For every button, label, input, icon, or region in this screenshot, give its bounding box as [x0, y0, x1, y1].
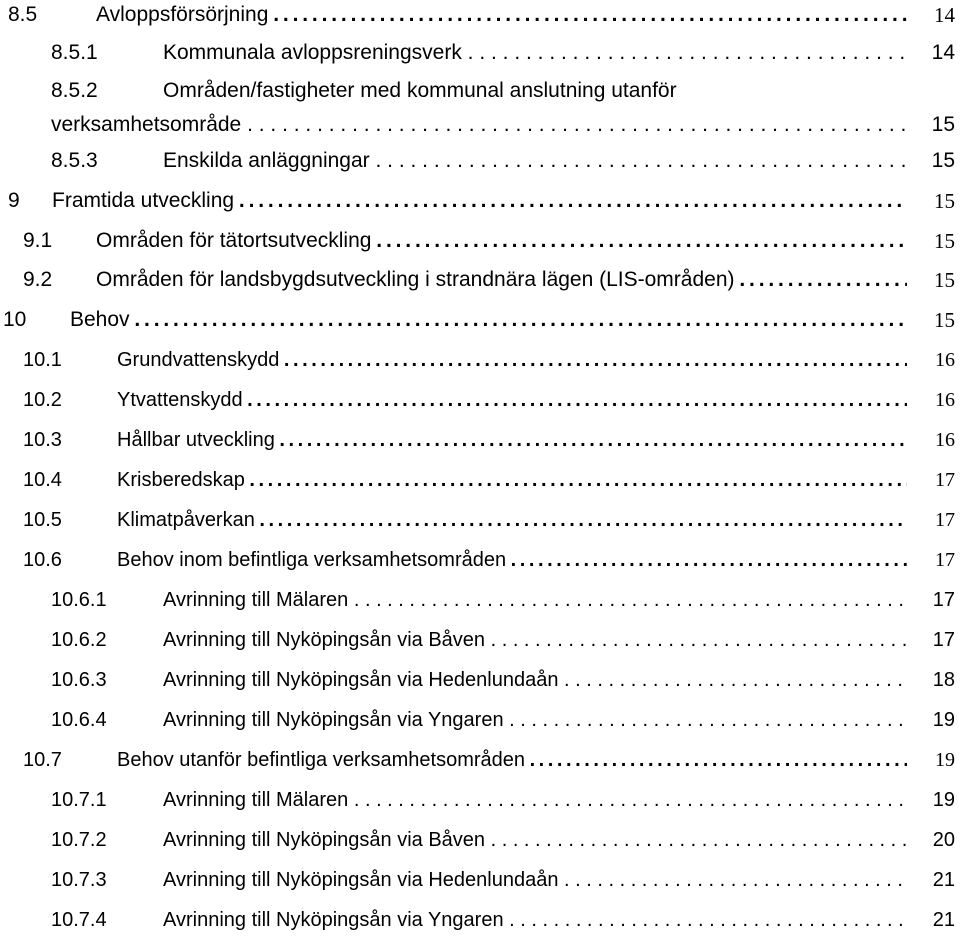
toc-number: 9.2	[23, 268, 53, 291]
toc-number: 10.3	[23, 429, 62, 451]
toc-number: 9	[8, 189, 20, 212]
toc-page: 17	[935, 469, 955, 491]
toc-number: 8.5.1	[51, 41, 98, 64]
toc-title: Behov inom befintliga verksamhetsområden . . .	[117, 547, 907, 573]
toc-entry-10-6-4[interactable]	[0, 701, 955, 737]
toc-title: Avrinning till Nyköpingsån via Hedenlundaån . . .	[163, 667, 907, 693]
toc-page: 15	[934, 268, 955, 292]
toc-title: Avrinning till Nyköpingsån via Hedenlundaån . . .	[163, 867, 907, 893]
toc-page: 17	[932, 629, 955, 651]
toc-title: Områden för tätortsutveckling . . .	[96, 228, 907, 254]
toc-entry-9-2[interactable]	[0, 261, 955, 297]
toc-page: 14	[934, 3, 955, 27]
toc-page: 18	[932, 669, 955, 691]
toc-entry-8-5[interactable]	[0, 0, 955, 32]
toc-title: Avloppsförsörjning . . .	[96, 2, 907, 28]
toc-entry-10[interactable]	[0, 301, 955, 337]
toc-number: 10.7.2	[51, 829, 107, 851]
toc-entry-10-7-2[interactable]	[0, 821, 955, 857]
toc-entry-10-7-1[interactable]	[0, 781, 955, 817]
toc-number: 10.6.1	[51, 589, 107, 611]
toc-page: 21	[932, 909, 955, 931]
toc-entry-10-6-1[interactable]	[0, 581, 955, 617]
toc-page: 16	[935, 349, 955, 371]
toc-title: Avrinning till Nyköpingsån via Yngaren . . .	[163, 907, 907, 933]
toc-number: 10.6.4	[51, 709, 107, 731]
toc-entry-10-6-3[interactable]	[0, 661, 955, 697]
toc-number: 10.2	[23, 389, 62, 411]
toc-number: 8.5.2	[51, 79, 98, 102]
toc-page: 17	[932, 589, 955, 611]
toc-page: 17	[935, 549, 955, 571]
toc-page: 17	[935, 509, 955, 531]
toc-title: Krisberedskap . . .	[117, 467, 907, 493]
toc-page: 15	[934, 189, 955, 213]
toc-number: 10.5	[23, 509, 62, 531]
toc-title: Avrinning till Nyköpingsån via Yngaren . . .	[163, 707, 907, 733]
toc-number: 10.6	[23, 549, 62, 571]
toc-title: Kommunala avloppsreningsverk . . .	[163, 40, 907, 66]
toc-entry-10-2[interactable]	[0, 381, 955, 417]
toc-number: 10.7	[23, 749, 62, 771]
toc-number: 8.5	[8, 3, 38, 26]
toc-entry-9-1[interactable]	[0, 222, 955, 258]
toc-entry-10-6-2[interactable]	[0, 621, 955, 657]
toc-number: 10.6.3	[51, 669, 107, 691]
toc-page: 14	[931, 41, 955, 64]
toc-title: Avrinning till Nyköpingsån via Båven . . .	[163, 627, 907, 653]
toc-page: 20	[932, 829, 955, 851]
toc-page: 15	[931, 113, 955, 136]
toc-number: 10.7.1	[51, 789, 107, 811]
toc-page: 15	[934, 308, 955, 332]
toc-entry-10-6[interactable]	[0, 541, 955, 577]
toc-page: 16	[935, 429, 955, 451]
toc-number: 9.1	[23, 229, 53, 252]
toc-page: 15	[931, 149, 955, 172]
toc-title: Enskilda anläggningar . . .	[163, 148, 907, 174]
toc-number: 10.6.2	[51, 629, 107, 651]
toc-title: Behov . . .	[70, 307, 907, 333]
toc-title: Avrinning till Mälaren . . .	[163, 587, 907, 613]
toc-title: Hållbar utveckling . . .	[117, 427, 907, 453]
toc-page: 19	[935, 749, 955, 771]
toc-entry-10-3[interactable]	[0, 421, 955, 457]
toc-entry-10-7-4[interactable]	[0, 901, 955, 937]
toc-title: Grundvattenskydd . . .	[117, 347, 907, 373]
toc-title: Avrinning till Nyköpingsån via Båven . . .	[163, 827, 907, 853]
toc-entry-8-5-3[interactable]	[0, 142, 955, 178]
toc-entry-10-4[interactable]	[0, 461, 955, 497]
toc-entry-9[interactable]	[0, 182, 955, 218]
toc-title: Ytvattenskydd . . .	[117, 387, 907, 413]
toc-title: Framtida utveckling . . .	[52, 188, 907, 214]
toc-page: 21	[932, 869, 955, 891]
toc-entry-8-5-2-cont[interactable]	[0, 106, 955, 142]
toc-entry-10-7[interactable]	[0, 741, 955, 777]
toc-page: 16	[935, 389, 955, 411]
toc-entry-10-1[interactable]	[0, 341, 955, 377]
toc-page: 19	[932, 709, 955, 731]
toc-title: Behov utanför befintliga verksamhetsområden . . .	[117, 747, 907, 773]
toc-number: 10.7.4	[51, 909, 107, 931]
toc-number: 10.4	[23, 469, 62, 491]
toc-number: 10.1	[23, 349, 62, 371]
toc-title: Områden/fastigheter med kommunal anslutning utanför	[163, 79, 677, 102]
toc-title: Avrinning till Mälaren . . .	[163, 787, 907, 813]
toc-page: 15	[934, 229, 955, 253]
toc-entry-10-5[interactable]	[0, 501, 955, 537]
toc-entry-10-7-3[interactable]	[0, 861, 955, 897]
toc-title-continued: verksamhetsområde . . .	[51, 112, 907, 138]
toc-entry-8-5-1[interactable]	[0, 34, 955, 70]
toc-title: Klimatpåverkan . . .	[117, 507, 907, 533]
toc-number: 10.7.3	[51, 869, 107, 891]
toc-number: 10	[3, 308, 27, 331]
toc-number: 8.5.3	[51, 149, 98, 172]
toc-entry-8-5-2[interactable]	[0, 72, 955, 108]
toc-title: Områden för landsbygdsutveckling i strandnära lägen (LIS-områden) . . .	[96, 267, 907, 293]
toc-page: 19	[932, 789, 955, 811]
